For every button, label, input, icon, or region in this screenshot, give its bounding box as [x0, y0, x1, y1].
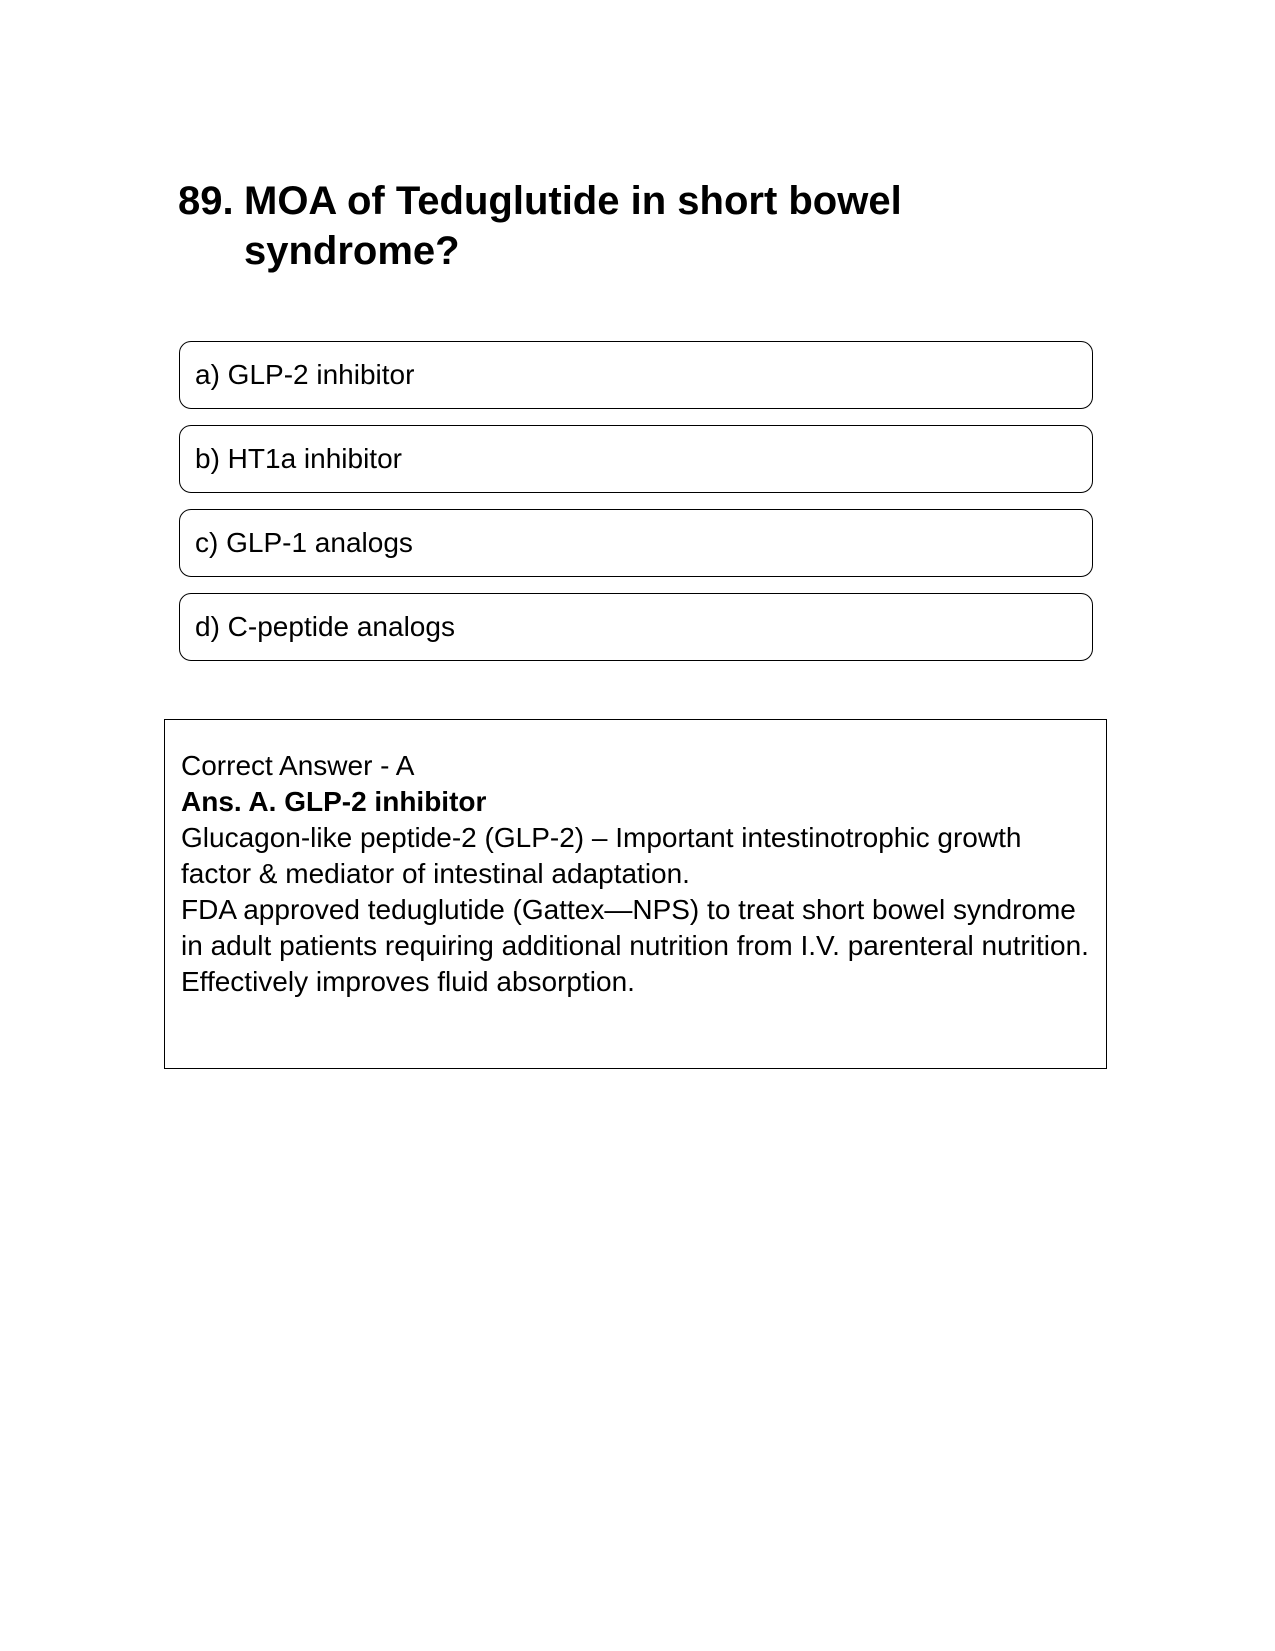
explanation-line: Effectively improves fluid absorption. [181, 966, 635, 997]
option-a[interactable]: a) GLP-2 inhibitor [179, 341, 1093, 409]
option-b[interactable]: b) HT1a inhibitor [179, 425, 1093, 493]
answer-heading: Ans. A. GLP-2 inhibitor [181, 786, 487, 817]
question-number: 89. [178, 179, 234, 223]
explanation-line: FDA approved teduglutide (Gattex—NPS) to treat short bowel syndrome in adult patients requiring additional nutrition from I.V. parenteral nutrition. [181, 894, 1089, 961]
options-list [179, 341, 1093, 677]
correct-answer-label: Correct Answer - A [181, 750, 415, 781]
option-c[interactable]: c) GLP-1 analogs [179, 509, 1093, 577]
question-text: MOA of Teduglutide in short bowel syndrome? [244, 179, 902, 273]
question [178, 176, 1038, 276]
answer-explanation-box [164, 719, 1107, 1069]
explanation-line: Glucagon-like peptide-2 (GLP-2) – Important intestinotrophic growth factor & mediator of intestinal adaptation. [181, 822, 1022, 889]
option-d[interactable]: d) C-peptide analogs [179, 593, 1093, 661]
